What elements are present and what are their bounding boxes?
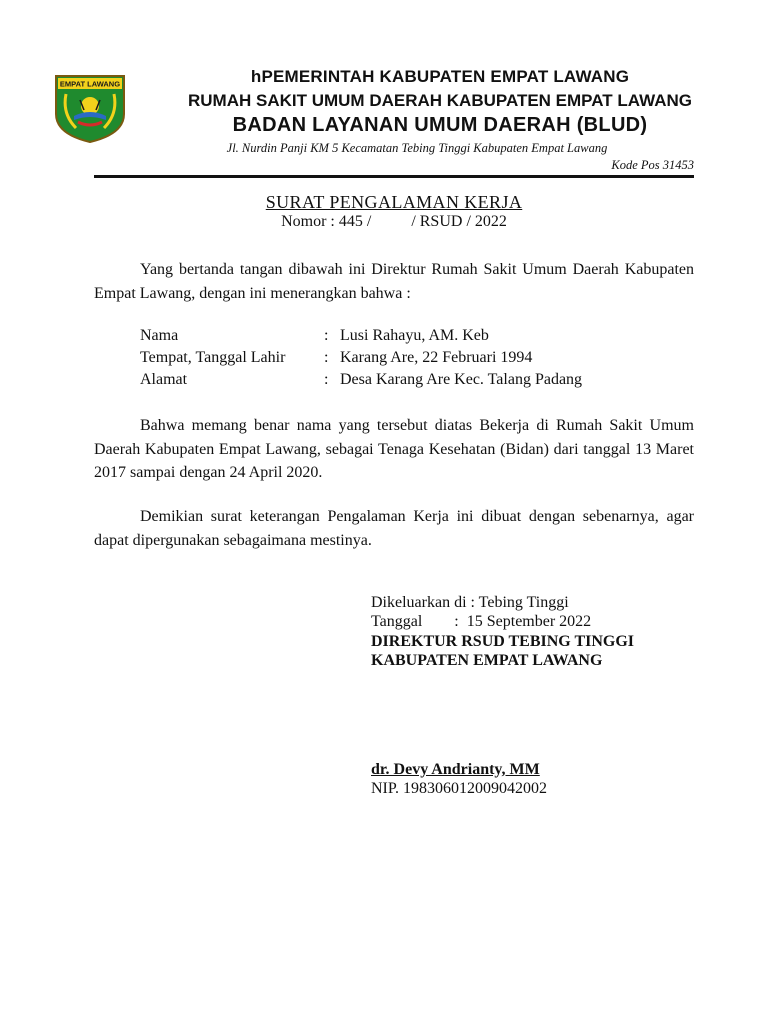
letter-title: SURAT PENGALAMAN KERJA <box>265 192 523 212</box>
field-value: Desa Karang Are Kec. Talang Padang <box>340 371 583 388</box>
header-blud: BADAN LAYANAN UMUM DAERAH (BLUD) <box>232 114 648 136</box>
field-separator: : <box>324 371 329 388</box>
field-value: Lusi Rahayu, AM. Keb <box>340 327 489 344</box>
letterhead-divider <box>94 175 694 178</box>
field-value: Karang Are, 22 Februari 1994 <box>340 349 533 366</box>
letter-number: Nomor : 445 / / RSUD / 2022 <box>281 213 507 230</box>
header-hospital: RUMAH SAKIT UMUM DAERAH KABUPATEN EMPAT LAWANG <box>188 91 692 110</box>
field-label: Tempat, Tanggal Lahir <box>140 349 286 366</box>
signer-name: dr. Devy Andrianty, MM <box>371 761 540 778</box>
opening-paragraph: Yang bertanda tangan dibawah ini Direktur Rumah Sakit Umum Daerah Kabupaten Empat Lawang, dengan ini menerangkan bahwa : <box>94 261 694 302</box>
field-row-address <box>140 369 582 391</box>
body-paragraph: Bahwa memang benar nama yang tersebut diatas Bekerja di Rumah Sakit Umum Daerah Kabupaten Empat Lawang, sebagai Tenaga Kesehatan (Bidan) dari tanggal 13 Maret 2017 sampai dengan 24 April 2020. <box>94 417 694 481</box>
signer-position-line1: DIREKTUR RSUD TEBING TINGGI <box>371 633 635 650</box>
regency-logo <box>52 70 128 144</box>
field-separator: : <box>324 349 329 366</box>
signer-nip: NIP. 198306012009042002 <box>371 780 548 797</box>
field-row-birth <box>140 347 532 369</box>
header-government: hPEMERINTAH KABUPATEN EMPAT LAWANG <box>250 67 630 86</box>
field-label: Alamat <box>140 371 188 388</box>
field-label: Nama <box>140 327 179 344</box>
field-separator: : <box>324 327 329 344</box>
issued-date: Tanggal : 15 September 2022 <box>371 613 592 630</box>
issued-place: Dikeluarkan di : Tebing Tinggi <box>371 594 569 611</box>
closing-paragraph: Demikian surat keterangan Pengalaman Kerja ini dibuat dengan sebenarnya, agar dapat dipergunakan sebagaimana mestinya. <box>94 508 694 549</box>
logo-text: EMPAT LAWANG <box>59 79 121 89</box>
field-row-name <box>140 325 489 347</box>
header-postal-code: Kode Pos 31453 <box>611 158 694 172</box>
signer-position-line2: KABUPATEN EMPAT LAWANG <box>371 652 603 669</box>
header-address: Jl. Nurdin Panji KM 5 Kecamatan Tebing Tinggi Kabupaten Empat Lawang <box>226 141 608 155</box>
